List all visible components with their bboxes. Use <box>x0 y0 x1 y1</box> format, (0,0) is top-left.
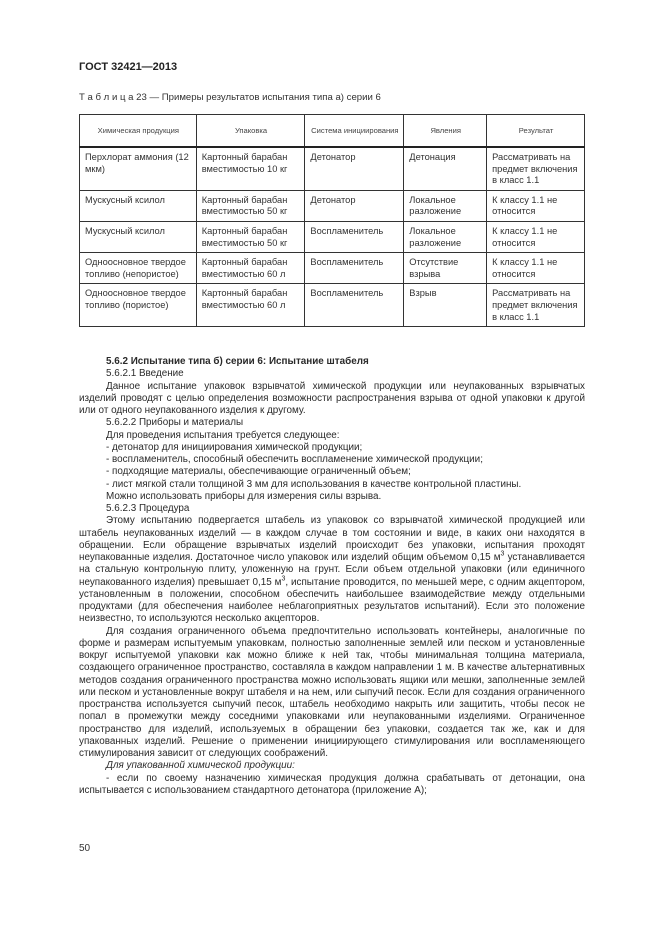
table-cell: Рассматривать на предмет включения в класс 1.1 <box>487 284 585 327</box>
table-cell: Картонный барабан вместимостью 50 кг <box>196 221 305 252</box>
table-cell: Детонатор <box>305 147 404 190</box>
text: Этому испытанию подвергается штабель из упаковок со взрывчатой химической продукцией или штабель неупакованных изделий — в каждом случае в том состоянии и виде, в каких они находятся в обращении. Если обращение взрывчатых изделий происходит без упаковки, испытания проходят неупакованные изделия. Достаточное число упаковок или изделий общим объемом 0,15 м <box>79 515 585 563</box>
superscript: 3 <box>500 550 505 558</box>
results-table <box>79 114 585 327</box>
table-row <box>80 190 585 221</box>
table-cell: Картонный барабан вместимостью 50 кг <box>196 190 305 221</box>
list-item: - подходящие материалы, обеспечивающие ограниченный объем; <box>106 466 411 478</box>
table-cell: Воспламенитель <box>305 221 404 252</box>
table-cell: К классу 1.1 не относится <box>487 253 585 284</box>
subsection-title: 5.6.2.3 Процедура <box>106 503 190 514</box>
column-header: Система инициирования <box>305 115 404 148</box>
table-cell: Отсутствие взрыва <box>404 253 487 284</box>
table-cell: Локальное разложение <box>404 221 487 252</box>
paragraph: - если по своему назначению химическая продукция должна срабатывать от детонации, она испытывается с использованием стандартного детонатора (приложение А); <box>79 772 585 796</box>
table-body <box>80 147 585 327</box>
column-header: Химическая продукция <box>80 115 197 148</box>
table-caption: Т а б л и ц а 23 — Примеры результатов испытания типа а) серии 6 <box>79 92 381 103</box>
list-item: - лист мягкой стали толщиной 3 мм для использования в качестве контрольной пластины. <box>106 478 522 490</box>
text: устанавливается на стальную контрольную плиту, уложенную на грунт. Если объем отдельной упаковки (или единичного неупакованного изделия) превышает 0,15 м <box>79 552 585 588</box>
paragraph: Для упакованной химической продукции: <box>106 760 295 772</box>
column-header: Явления <box>404 115 487 148</box>
paragraph: Для создания ограниченного объема предпочтительно использовать контейнеры, аналогичные по форме и размерам испытуемым упаковкам, полностью заполненные землей или песком и установленные вокруг испытуемой упаковки как можно ближе к ней так, чтобы минимальная толщина материала, создающего ограниченное пространство, составляла в каждом направлении 1 м. В качестве альтернативных методов создания ограниченного пространства можно использовать ящики или мешки, заполненные землей или песком и установленные вокруг штабеля и на нем, или сыпучий песок. Если для создания ограниченного пространства используется сыпучий песок, штабель необходимо накрыть или защитить, чтобы песок не попал в промежутки между соседними упаковками или неупакованными изделиями. Ограниченное пространство для изделий, используемых в обращении без упаковки, создается так же, как и для упакованных изделий. Решение о применении инициирующего стимулирования или воспламеняющего стимулирования зависит от следующих соображений. <box>79 625 585 759</box>
table-cell: Воспламенитель <box>305 284 404 327</box>
table-cell: Мускусный ксилол <box>80 190 197 221</box>
table-cell: Одноосновное твердое топливо (пористое) <box>80 284 197 327</box>
list-item: - воспламенитель, способный обеспечить воспламенение химической продукции; <box>106 454 483 465</box>
table-row <box>80 221 585 252</box>
table-row <box>80 284 585 327</box>
table-header-row <box>80 115 585 148</box>
column-header: Результат <box>487 115 585 148</box>
table-cell: Взрыв <box>404 284 487 327</box>
table-cell: Картонный барабан вместимостью 60 л <box>196 253 305 284</box>
table-cell: Локальное разложение <box>404 190 487 221</box>
document-header: ГОСТ 32421—2013 <box>79 61 178 73</box>
paragraph: Данное испытание упаковок взрывчатой химической продукции или неупакованных взрывчатых изделий проводят с целью определения возможности распространения взрыва от одной упаковки к другой или от одного неупакованного изделия к другому. <box>79 380 585 416</box>
section-title: 5.6.2 Испытание типа б) серии 6: Испытание штабеля <box>106 356 369 367</box>
document-body <box>79 356 585 797</box>
table-cell: Картонный барабан вместимостью 10 кг <box>196 147 305 190</box>
paragraph: Можно использовать приборы для измерения силы взрыва. <box>106 490 382 502</box>
table-cell: Рассматривать на предмет включения в класс 1.1 <box>487 147 585 190</box>
paragraph <box>79 515 585 625</box>
table-cell: Мускусный ксилол <box>80 221 197 252</box>
table-cell: Перхлорат аммония (12 мкм) <box>80 147 197 190</box>
subsection-title: 5.6.2.2 Приборы и материалы <box>106 417 244 429</box>
table-cell: К классу 1.1 не относится <box>487 221 585 252</box>
paragraph: Для проведения испытания требуется следующее: <box>106 429 340 441</box>
table-cell: К классу 1.1 не относится <box>487 190 585 221</box>
table-cell: Воспламенитель <box>305 253 404 284</box>
text: , испытание проводится, по меньшей мере, с одним акцептором, установленным в положении, способном обеспечить наибольшее взаимодействие между отдельными продуктами (для обеспечения наиболее неблагоприятных результатов испытаний). Если это положение неизвестно, то используются несколько акцепторов. <box>79 576 585 625</box>
list-item: - детонатор для инициирования химической продукции; <box>106 441 363 453</box>
superscript: 3 <box>281 575 286 583</box>
table-row <box>80 147 585 190</box>
page-number: 50 <box>79 843 91 854</box>
table-cell: Картонный барабан вместимостью 60 л <box>196 284 305 327</box>
table-cell: Детонатор <box>305 190 404 221</box>
column-header: Упаковка <box>196 115 305 148</box>
table-cell: Детонация <box>404 147 487 190</box>
table-cell: Одноосновное твердое топливо (непористое) <box>80 253 197 284</box>
table-row <box>80 253 585 284</box>
subsection-title: 5.6.2.1 Введение <box>106 368 184 380</box>
